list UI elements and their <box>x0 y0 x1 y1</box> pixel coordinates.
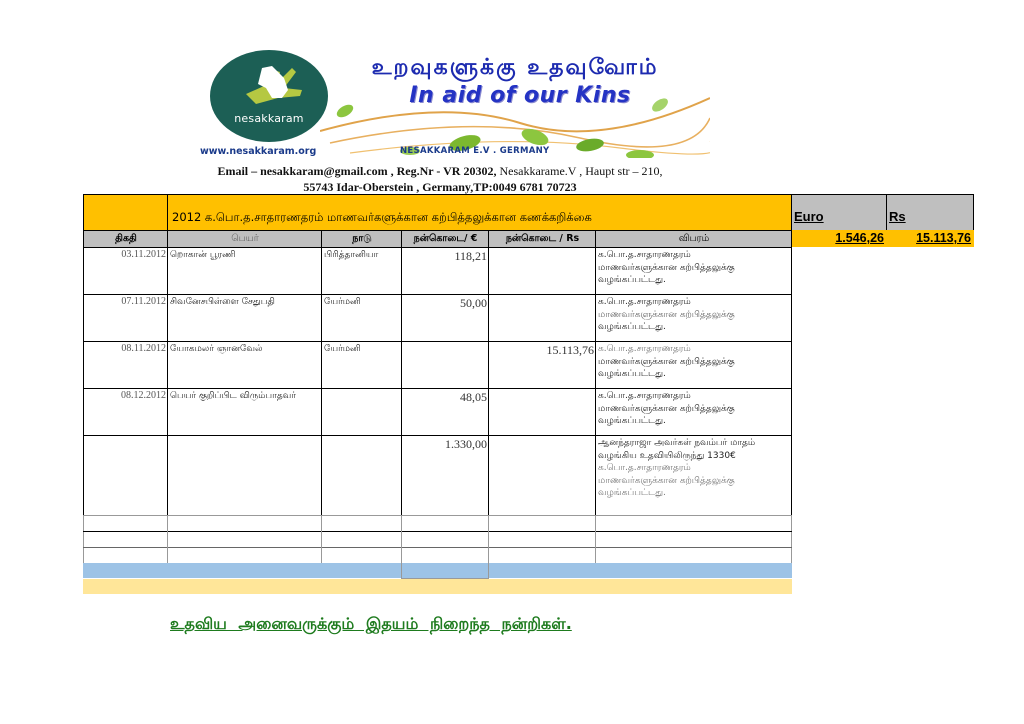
rs-total-value: 15.113,76 <box>916 231 971 245</box>
banner-tamil-title: உறவுகளுக்கு உதவுவோம் <box>371 55 659 80</box>
euro-total-header <box>791 194 887 230</box>
rs-label: Rs <box>889 209 906 224</box>
org-name: NESAKKARAM E.V . GERMANY <box>400 146 550 156</box>
contact-email-reg: Email – nesakkaram@gmail.com , Reg.Nr - VR 20302, <box>217 164 497 178</box>
table-row-4-country <box>321 388 402 435</box>
euro-total-value: 1.546,26 <box>835 231 884 245</box>
contact-info <box>190 163 690 195</box>
report-title: 2012 க.பொ.த.சாதாரணதரம் மாணவர்களுக்கான கற்பித்தலுக்கான கணக்கறிக்கை <box>172 210 592 224</box>
table-row-4-name: பெயர் குறிப்பிட விரும்பாதவர் <box>167 388 322 435</box>
euro-label: Euro <box>794 209 824 224</box>
footer-euro-cell <box>401 563 489 579</box>
col-header-donation-euro: நன்கொடை/ € <box>401 230 489 247</box>
table-row-5-country <box>321 435 402 515</box>
website-url: www.nesakkaram.org <box>200 146 317 157</box>
table-row-4-rs <box>488 388 596 435</box>
table-row-3-euro <box>401 341 489 388</box>
col-header-details: விபரம் <box>595 230 792 247</box>
table-row-5-date <box>83 435 168 515</box>
table-row-3-date: 08.11.2012 <box>83 341 168 388</box>
col-header-date: திகதி <box>83 230 168 247</box>
thank-you-message: உதவிய அனைவருக்கும் இதயம் நிறைந்த நன்றிகள். <box>170 614 572 633</box>
table-row-2-date: 07.11.2012 <box>83 294 168 341</box>
table-row-3-name: யோகமலர் ஞானவேல் <box>167 341 322 388</box>
col-header-name: பெயர் <box>167 230 322 247</box>
table-row-3-details: க.பொ.த.சாதாரணதரம் மாணவர்களுக்கான கற்பித்தலுக்கு வழங்கப்பட்டது. <box>595 341 792 388</box>
contact-line-2: 55743 Idar-Oberstein , Germany,TP:0049 6781 70723 <box>303 180 577 194</box>
table-row-4-date: 08.12.2012 <box>83 388 168 435</box>
table-row-2-euro: 50,00 <box>401 294 489 341</box>
table-row-2-name: சிவனேசபிள்ளை சேதுபதி <box>167 294 322 341</box>
col-header-country: நாடு <box>321 230 402 247</box>
contact-line-1 <box>190 163 690 179</box>
logo-text: nesakkaram <box>234 112 304 125</box>
table-row-5-euro: 1.330,00 <box>401 435 489 515</box>
banner <box>200 45 710 163</box>
table-row-1-date: 03.11.2012 <box>83 247 168 294</box>
title-blank-cell <box>83 194 168 230</box>
table-row-1-country: பிரித்தானியா <box>321 247 402 294</box>
report-title-cell <box>167 194 791 230</box>
col-header-donation-rs: நன்கொடை / Rs <box>488 230 596 247</box>
table-row-2-details: க.பொ.த.சாதாரணதரம் மாணவர்களுக்கான கற்பித்தலுக்கு வழங்கப்பட்டது. <box>595 294 792 341</box>
table-row-5-details: ஆனந்தராஜா அவர்கள் நவம்பர் மாதம் வழங்கிய உதவியிலிருந்து 1330€ க.பொ.த.சாதாரணதரம் மாணவர்களுக்கான கற்பித்தலுக்கு வழங்கப்பட்டது. <box>595 435 792 515</box>
helping-hands-icon <box>244 64 304 108</box>
euro-total-cell <box>791 230 887 247</box>
contact-address: Nesakkarame.V , Haupt str – 210, <box>496 164 663 178</box>
table-row-3-rs: 15.113,76 <box>488 341 596 388</box>
rs-total-header <box>886 194 974 230</box>
table-row-2-rs <box>488 294 596 341</box>
table-row-3-country: யேர்மனி <box>321 341 402 388</box>
table-row-1-euro: 118,21 <box>401 247 489 294</box>
banner-english-title: In aid of our Kins <box>409 83 631 108</box>
table-row-4-details: க.பொ.த.சாதாரணதரம் மாணவர்களுக்கான கற்பித்தலுக்கு வழங்கப்பட்டது. <box>595 388 792 435</box>
table-row-4-euro: 48,05 <box>401 388 489 435</box>
table-row-1-rs <box>488 247 596 294</box>
table-row-2-country: யேர்மனி <box>321 294 402 341</box>
table-row-1-details: க.பொ.த.சாதாரணதரம் மாணவர்களுக்கான கற்பித்தலுக்கு வழங்கப்பட்டது. <box>595 247 792 294</box>
footer-yellow-band <box>83 579 792 594</box>
nesakkaram-logo <box>210 50 328 142</box>
rs-total-cell <box>886 230 974 247</box>
table-row-5-rs <box>488 435 596 515</box>
table-row-1-name: றொகான் பூரணி <box>167 247 322 294</box>
table-row-5-name <box>167 435 322 515</box>
